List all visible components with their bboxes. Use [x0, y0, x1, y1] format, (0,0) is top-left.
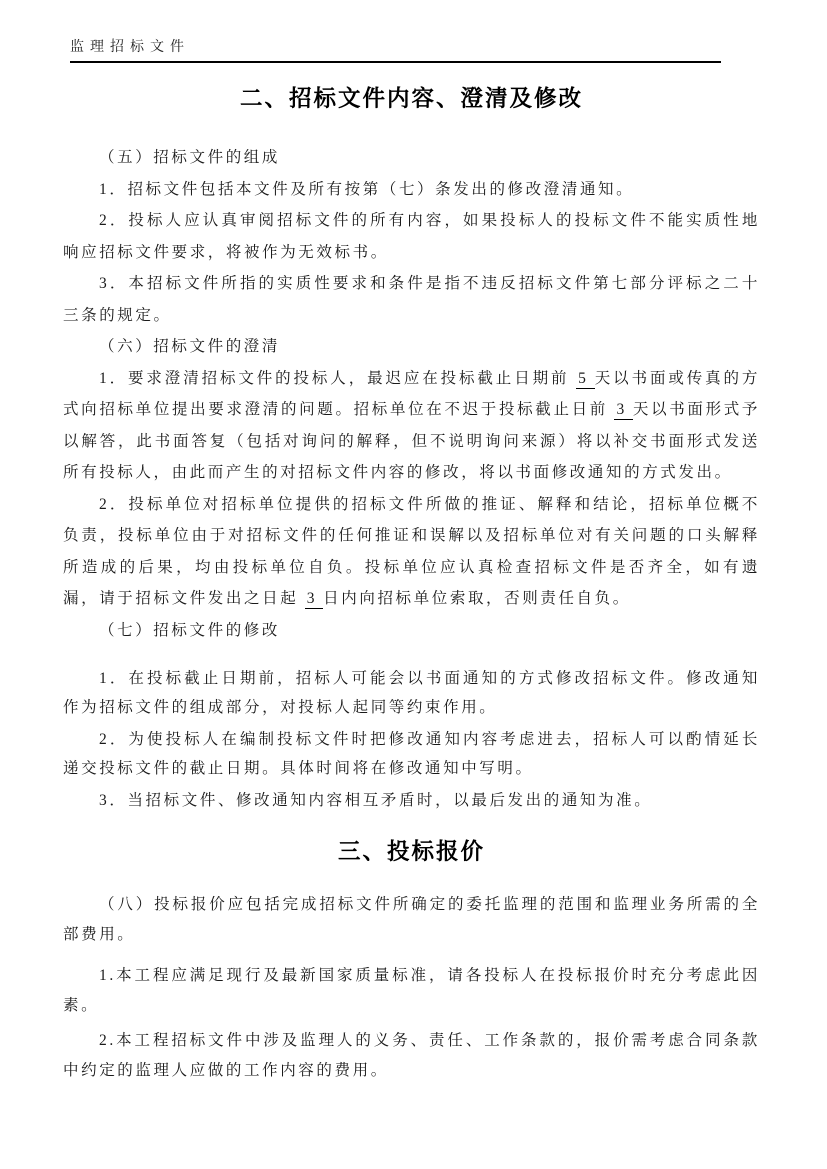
section-2-body — [63, 142, 760, 646]
text-run: 天以书面形式予以解答，此书面答复（包括对询问的解释，但不说明询问来源）将以补交书面形式发送所有投标人，由此而产生的对招标文件内容的修改，将以书面修改通知的方式发出。 — [63, 401, 760, 481]
clause-8-intro: （八）投标报价应包括完成招标文件所确定的委托监理的范围和监理业务所需的全部费用。 — [63, 896, 760, 943]
clause-6-item-2 — [63, 489, 760, 615]
page-content — [63, 38, 760, 1086]
running-header-text: 监理招标文件 — [70, 40, 190, 55]
clause-6-heading: （六）招标文件的澄清 — [99, 338, 281, 355]
clause-7-heading: （七）招标文件的修改 — [99, 621, 281, 639]
underlined-days-value: 3 — [614, 401, 632, 420]
text-run: 2．投标单位对招标单位提供的招标文件所做的推证、解释和结论，招标单位概不负责，投标单位由于对招标文件的任何推证和误解以及招标单位对有关问题的口头解释所造成的后果，均由投标单位自负。投标单位应认真检查招标文件是否齐全，如有遗漏，请于招标文件发出之日起 — [63, 495, 760, 607]
clause-5-heading: （五）招标文件的组成 — [99, 149, 281, 166]
clause-5-item-2: 2．投标人应认真审阅招标文件的所有内容，如果投标人的投标文件不能实质性地响应招标文件要求，将被作为无效标书。 — [63, 212, 760, 261]
clause-7-item-2: 2．为使投标人在编制投标文件时把修改通知内容考虑进去，招标人可以酌情延长递交投标文件的截止日期。具体时间将在修改通知中写明。 — [63, 731, 760, 777]
clause-7-item-1: 1．在投标截止日期前，招标人可能会以书面通知的方式修改招标文件。修改通知作为招标文件的组成部分，对投标人起同等约束作用。 — [63, 670, 760, 716]
section-3-title: 三、投标报价 — [337, 839, 485, 864]
clause-8-item-2: 2.本工程招标文件中涉及监理人的义务、责任、工作条款的，报价需考虑合同条款中约定的监理人应做的工作内容的费用。 — [63, 1032, 760, 1079]
underlined-days-value: 5 — [576, 370, 594, 389]
text-run: 天以书面或传真的方式向招标单位提出要求澄清的问题。招标单位在不迟于投标截止日前 — [63, 369, 761, 418]
text-run: 日内向招标单位索取，否则责任自负。 — [323, 590, 631, 607]
section-3-body — [63, 890, 760, 1086]
clause-6-item-1 — [63, 363, 760, 489]
underlined-days-value: 3 — [305, 590, 323, 609]
clause-7-body — [63, 664, 760, 815]
section-2-title: 二、招标文件内容、澄清及修改 — [239, 86, 583, 111]
text-run: 1．要求澄清招标文件的投标人，最迟应在投标截止日期前 — [99, 369, 577, 387]
clause-5-item-1: 1．招标文件包括本文件及所有按第（七）条发出的修改澄清通知。 — [99, 180, 635, 198]
running-header — [70, 38, 721, 63]
clause-7-item-3: 3．当招标文件、修改通知内容相互矛盾时，以最后发出的通知为准。 — [99, 792, 653, 809]
clause-8-item-1: 1.本工程应满足现行及最新国家质量标准，请各投标人在投标报价时充分考虑此因素。 — [63, 967, 760, 1014]
clause-5-item-3: 3．本招标文件所指的实质性要求和条件是指不违反招标文件第七部分评标之二十三条的规定。 — [63, 275, 760, 324]
